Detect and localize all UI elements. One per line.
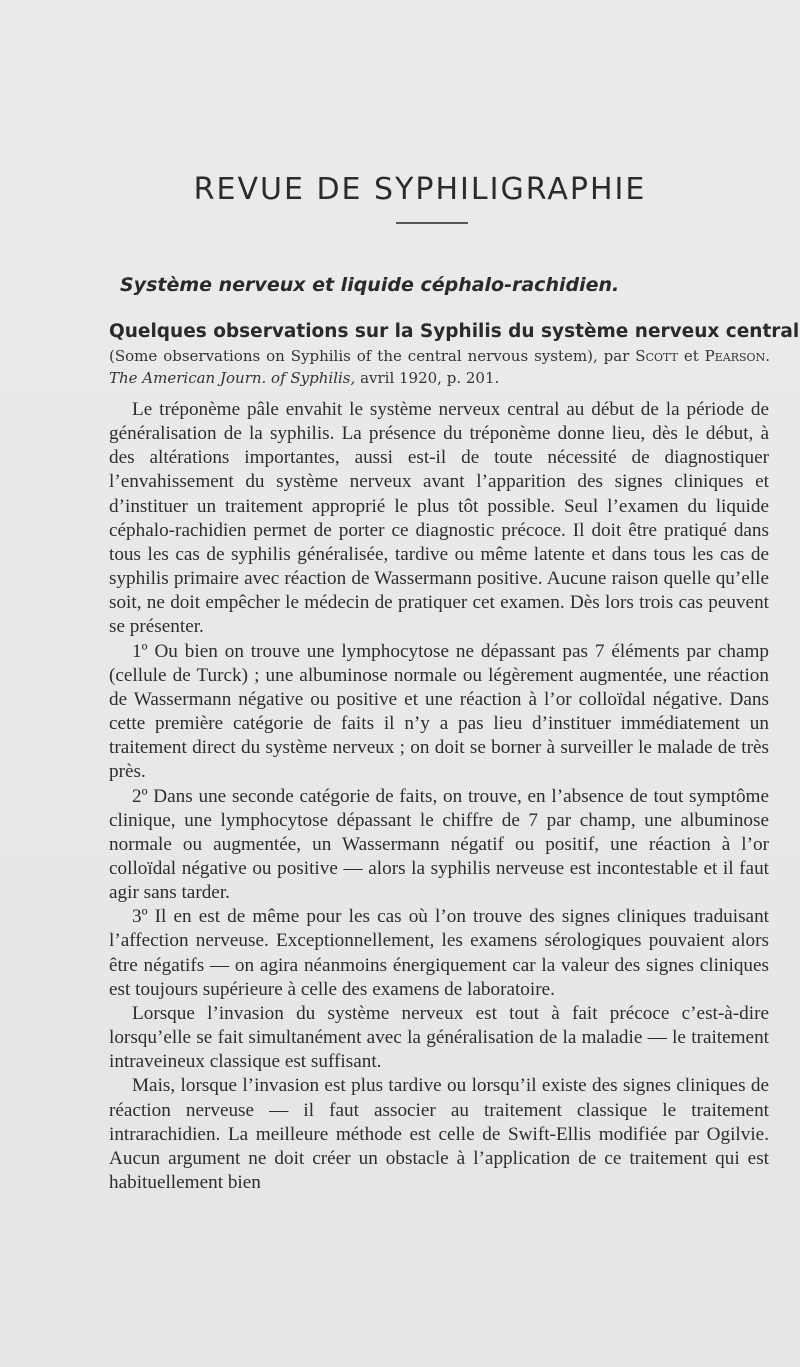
article-title: Quelques observations sur la Syphilis du système nerveux central xyxy=(109,321,800,342)
citation-date-page: avril 1920, p. 201. xyxy=(360,369,500,387)
citation-translation: (Some observations on Syphilis of the central nervous system), par xyxy=(109,347,630,365)
section-heading: Système nerveux et liquide céphalo-rachidien. xyxy=(120,274,620,296)
paragraph-case-3: 3º Il en est de même pour les cas où l’on trouve des signes cliniques traduisant l’affection nerveuse. Exceptionnellement, les examens sérologiques pouvaient alors être négatifs — on agira néanmoins énergiquement car la valeur des signes cliniques est toujours supérieure à celle des examens de laboratoire. xyxy=(109,906,769,1000)
paragraph-early-invasion: Lorsque l’invasion du système nerveux est tout à fait précoce c’est-à-dire lorsqu’elle se fait simultanément avec la généralisation de la maladie — le traitement intraveineux classique est suffisant. xyxy=(109,1002,769,1073)
citation-conjunction: et xyxy=(683,347,699,365)
citation-journal: The American Journ. of Syphilis, xyxy=(109,369,356,387)
paragraph-late-invasion: Mais, lorsque l’invasion est plus tardive ou lorsqu’il existe des signes cliniques de réaction nerveuse — il faut associer au traitement classique le traitement intrarachidien. La meilleure méthode est celle de Swift-Ellis modifiée par Ogilvie. Aucun argument ne doit créer un obstacle à l’application de ce traitement qui est habituellement bien xyxy=(109,1075,769,1193)
paragraph-case-2: 2º Dans une seconde catégorie de faits, on trouve, en l’absence de tout symptôme clinique, une lymphocytose dépassant le chiffre de 7 par champ, une albuminose normale ou augmentée, un Wassermann négatif ou positif, une réaction à l’or colloïdal négative ou positive — alors la syphilis nerveuse est incontestable et il faut agir sans tarder. xyxy=(109,785,769,904)
citation-author-1: Scott xyxy=(635,347,678,365)
page-title: REVUE DE SYPHILIGRAPHIE xyxy=(193,172,647,207)
paragraph-case-1: 1º Ou bien on trouve une lymphocytose ne dépassant pas 7 éléments par champ (cellule de Turck) ; une albuminose normale ou légèrement augmentée, une réaction de Wassermann négative ou positive et une réaction à l’or colloïdal négative. Dans cette première catégorie de faits il n’y a pas lieu d’instituer immédiatement un traitement direct du système nerveux ; on doit se borner à surveiller le malade de très près. xyxy=(109,640,769,783)
paragraph-intro: Le tréponème pâle envahit le système nerveux central au début de la période de généralisation de la syphilis. La présence du tréponème donne lieu, dès le début, à des altérations importantes, aussi est-il de toute nécessité de diagnostiquer l’envahissement du système nerveux avant l’apparition des signes cliniques et d’instituer un traitement approprié le plus tôt possible. Seul l’examen du liquide céphalo-rachidien permet de porter ce diagnostic précoce. Il doit être pratiqué dans tous les cas de syphilis généralisée, tardive ou même latente et dans tous les cas de syphilis primaire avec réaction de Wassermann positive. Aucune raison quelle qu’elle soit, ne doit empêcher le médecin de pratiquer cet examen. Dès lors trois cas peuvent se présenter. xyxy=(109,399,769,638)
citation-author-2: Pearson xyxy=(704,347,766,365)
article-citation: (Some observations on Syphilis of the central nervous system), par Scott et Pearson. The American Journ. of Syphilis, avril 1920, p. 201. xyxy=(109,347,770,387)
article-body xyxy=(109,398,769,1195)
title-divider xyxy=(396,222,468,224)
